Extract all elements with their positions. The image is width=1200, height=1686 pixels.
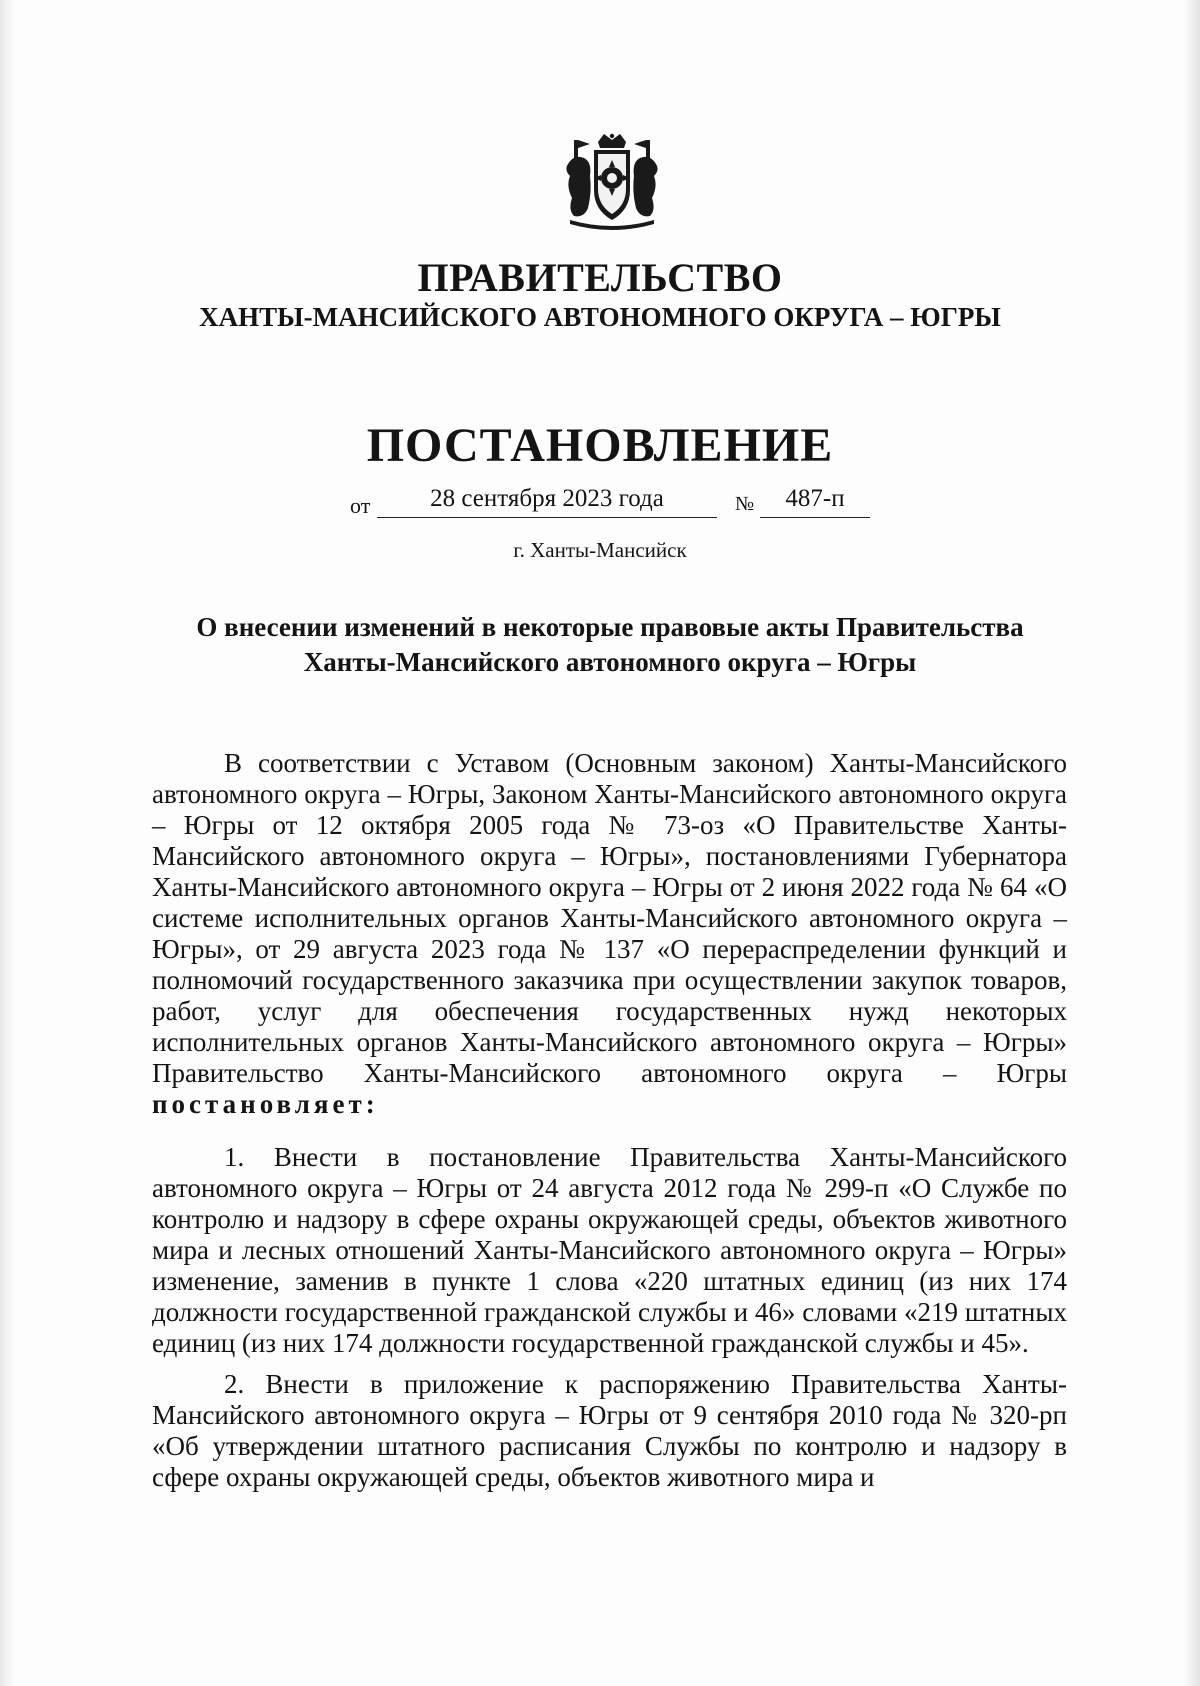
item-2-paragraph: 2. Внести в приложение к распоряжению Правительства Ханты-Мансийского автономного округа – Югры от 9 сентября 2010 года № 320-рп «Об утверждении штатного расписания Службы по контролю и надзору в сфере охраны окружающей среды, объектов животного мира и <box>152 1369 1067 1492</box>
item-1-paragraph: 1. Внести в постановление Правительства Ханты-Мансийского автономного округа – Югры от 24 августа 2012 года № 299-п «О Службе по контролю и надзору в сфере охраны окружающей среды, объектов животного мира и лесных отношений Ханты-Мансийского автономного округа – Югры» изменение, заменив в пункте 1 слова «220 штатных единиц (из них 174 должности государственной гражданской службы и 46» словами «219 штатных единиц (из них 174 должности государственной гражданской службы и 45». <box>152 1142 1067 1358</box>
document-number: 487-п <box>760 485 870 518</box>
document-subject <box>140 610 1080 680</box>
coat-of-arms-icon <box>560 132 664 236</box>
document-type: ПОСТАНОВЛЕНИЕ <box>366 419 834 472</box>
document-date: 28 сентября 2023 года <box>377 485 717 518</box>
decree-word: постановляет <box>152 1089 366 1119</box>
org-title: ПРАВИТЕЛЬСТВО <box>417 255 783 300</box>
subject-line-1: О внесении изменений в некоторые правовые акты Правительства <box>196 612 1024 642</box>
preamble-text: В соответствии с Уставом (Основным законом) Ханты-Мансийского автономного округа – Югры, Законом Ханты-Мансийского автономного округа – Югры от 12 октября 2005 года № 73-оз «О Правительстве Ханты-Мансийского автономного округа – Югры», постановлениями Губернатора Ханты-Мансийского автономного округа – Югры от 2 июня 2022 года № 64 «О системе исполнительных органов Ханты-Мансийского автономного округа – Югры», от 29 августа 2023 года № 137 «О перераспределении функций и полномочий государственного заказчика при осуществлении закупок товаров, работ, услуг для обеспечения государственных нужд некоторых исполнительных органов Ханты-Мансийского автономного округа – Югры» Правительство Ханты-Мансийского автономного округа – Югры <box>152 748 1067 1088</box>
document-body <box>152 748 1067 1493</box>
city: г. Ханты-Мансийск <box>513 538 687 562</box>
scan-edge-right <box>1184 0 1200 1686</box>
org-subtitle: ХАНТЫ-МАНСИЙСКОГО АВТОНОМНОГО ОКРУГА – ЮГРЫ <box>199 302 1001 332</box>
decree-colon: : <box>365 1089 379 1119</box>
scan-edge-left <box>0 0 14 1686</box>
date-label: от <box>350 493 371 518</box>
subject-line-2: Ханты-Мансийского автономного округа – Югры <box>303 647 917 677</box>
date-number-row <box>0 485 1200 525</box>
preamble-paragraph <box>152 748 1067 1120</box>
number-label: № <box>735 493 755 515</box>
